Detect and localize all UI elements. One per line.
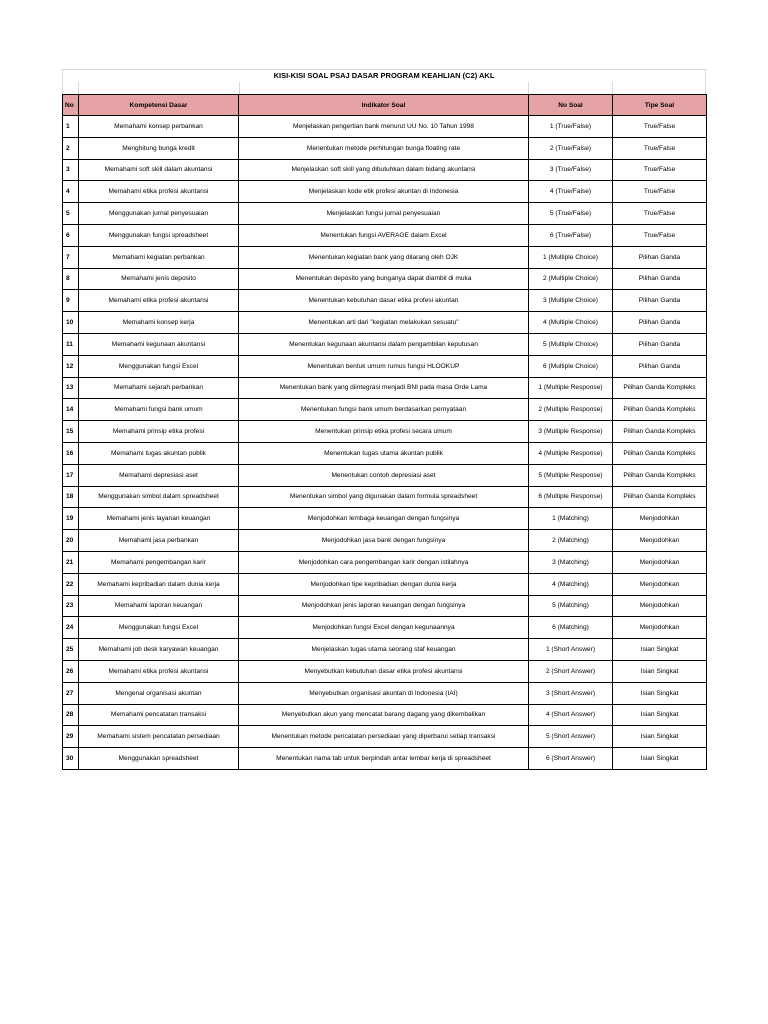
cell-no-soal: 5 (True/False) xyxy=(529,203,613,225)
table-row xyxy=(63,159,707,181)
cell-indikator: Menentukan fungsi bank umum berdasarkan pernyataan xyxy=(239,399,529,421)
cell-no: 4 xyxy=(63,181,79,203)
cell-indikator: Menyebutkan akun yang mencatat barang dagang yang dikembalikan xyxy=(239,704,529,726)
table-row xyxy=(63,660,707,682)
table-row xyxy=(63,595,707,617)
cell-no: 22 xyxy=(63,573,79,595)
table-row xyxy=(63,530,707,552)
cell-kompetensi: Memahami etika profesi akuntansi xyxy=(79,290,239,312)
cell-no-soal: 3 (Multiple Response) xyxy=(529,421,613,443)
cell-no-soal: 6 (Short Answer) xyxy=(529,748,613,770)
cell-kompetensi: Memahami kegunaan akuntansi xyxy=(79,333,239,355)
table-row xyxy=(63,333,707,355)
blank-spacer-row xyxy=(62,82,706,94)
cell-tipe-soal: Pilihan Ganda xyxy=(613,290,707,312)
cell-tipe-soal: True/False xyxy=(613,224,707,246)
cell-no-soal: 1 (True/False) xyxy=(529,116,613,138)
cell-tipe-soal: Pilihan Ganda xyxy=(613,268,707,290)
cell-tipe-soal: Pilihan Ganda xyxy=(613,355,707,377)
cell-kompetensi: Menggunakan fungsi Excel xyxy=(79,617,239,639)
cell-no-soal: 3 (Matching) xyxy=(529,551,613,573)
cell-no-soal: 1 (Matching) xyxy=(529,508,613,530)
table-row xyxy=(63,355,707,377)
cell-no: 7 xyxy=(63,246,79,268)
cell-no-soal: 2 (Multiple Choice) xyxy=(529,268,613,290)
cell-indikator: Menentukan kebutuhan dasar etika profesi akuntan xyxy=(239,290,529,312)
cell-tipe-soal: Pilihan Ganda Kompleks xyxy=(613,377,707,399)
cell-no: 16 xyxy=(63,442,79,464)
cell-no-soal: 6 (Matching) xyxy=(529,617,613,639)
cell-kompetensi: Mengenal organisasi akuntan xyxy=(79,682,239,704)
cell-kompetensi: Memahami tugas akuntan publik xyxy=(79,442,239,464)
cell-indikator: Menyebutkan organisasi akuntan di Indonesia (IAI) xyxy=(239,682,529,704)
cell-no: 12 xyxy=(63,355,79,377)
cell-tipe-soal: True/False xyxy=(613,159,707,181)
cell-kompetensi: Memahami laporan keuangan xyxy=(79,595,239,617)
cell-tipe-soal: True/False xyxy=(613,203,707,225)
table-row xyxy=(63,224,707,246)
cell-kompetensi: Memahami jenis deposito xyxy=(79,268,239,290)
cell-tipe-soal: Pilihan Ganda xyxy=(613,312,707,334)
table-row xyxy=(63,551,707,573)
cell-no: 26 xyxy=(63,660,79,682)
cell-tipe-soal: Isian Singkat xyxy=(613,704,707,726)
cell-tipe-soal: True/False xyxy=(613,116,707,138)
cell-indikator: Menentukan arti dari "kegiatan melakukan sesuatu" xyxy=(239,312,529,334)
cell-no: 27 xyxy=(63,682,79,704)
cell-no: 20 xyxy=(63,530,79,552)
cell-indikator: Menentukan bentuk umum rumus fungsi HLOOKUP xyxy=(239,355,529,377)
table-row xyxy=(63,639,707,661)
column-header-kompetensi: Kompetensi Dasar xyxy=(79,95,239,116)
column-header-tipe-soal: Tipe Soal xyxy=(613,95,707,116)
cell-no: 25 xyxy=(63,639,79,661)
cell-kompetensi: Memahami etika profesi akuntansi xyxy=(79,181,239,203)
cell-indikator: Menjodohkan jasa bank dengan fungsinya xyxy=(239,530,529,552)
cell-kompetensi: Menggunakan simbol dalam spreadsheet xyxy=(79,486,239,508)
cell-tipe-soal: Pilihan Ganda Kompleks xyxy=(613,399,707,421)
cell-indikator: Menentukan kegunaan akuntansi dalam pengambilan keputusan xyxy=(239,333,529,355)
cell-kompetensi: Memahami fungsi bank umum xyxy=(79,399,239,421)
cell-indikator: Menentukan prinsip etika profesi secara umum xyxy=(239,421,529,443)
cell-kompetensi: Memahami sistem pencatatan persediaan xyxy=(79,726,239,748)
table-row xyxy=(63,748,707,770)
cell-kompetensi: Menggunakan fungsi Excel xyxy=(79,355,239,377)
cell-no: 11 xyxy=(63,333,79,355)
cell-no-soal: 4 (True/False) xyxy=(529,181,613,203)
table-row xyxy=(63,573,707,595)
cell-no: 10 xyxy=(63,312,79,334)
cell-indikator: Menjodohkan fungsi Excel dengan kegunaannya xyxy=(239,617,529,639)
cell-tipe-soal: Menjodohkan xyxy=(613,530,707,552)
cell-kompetensi: Menggunakan spreadsheet xyxy=(79,748,239,770)
cell-kompetensi: Memahami soft skill dalam akuntansi xyxy=(79,159,239,181)
cell-no: 23 xyxy=(63,595,79,617)
table-row xyxy=(63,464,707,486)
cell-no: 19 xyxy=(63,508,79,530)
cell-no-soal: 2 (Matching) xyxy=(529,530,613,552)
cell-indikator: Menjelaskan pengertian bank menurut UU No. 10 Tahun 1998 xyxy=(239,116,529,138)
cell-tipe-soal: Menjodohkan xyxy=(613,551,707,573)
cell-no: 2 xyxy=(63,137,79,159)
column-header-no: No xyxy=(63,95,79,116)
cell-indikator: Menjodohkan cara pengembangan karir dengan istilahnya xyxy=(239,551,529,573)
gridline xyxy=(78,82,79,94)
cell-no: 9 xyxy=(63,290,79,312)
table-row xyxy=(63,682,707,704)
cell-indikator: Menentukan fungsi AVERAGE dalam Excel xyxy=(239,224,529,246)
kisi-kisi-sheet xyxy=(62,69,706,770)
table-row xyxy=(63,377,707,399)
cell-indikator: Menyebutkan kebutuhan dasar etika profesi akuntansi xyxy=(239,660,529,682)
cell-no: 3 xyxy=(63,159,79,181)
cell-kompetensi: Memahami depresiasi aset xyxy=(79,464,239,486)
cell-indikator: Menjelaskan tugas utama seorang staf keuangan xyxy=(239,639,529,661)
cell-no-soal: 5 (Short Answer) xyxy=(529,726,613,748)
cell-kompetensi: Memahami konsep perbankan xyxy=(79,116,239,138)
cell-no-soal: 3 (Multiple Choice) xyxy=(529,290,613,312)
cell-indikator: Menentukan bank yang diintegrasi menjadi BNI pada masa Orde Lama xyxy=(239,377,529,399)
gridline xyxy=(612,82,613,94)
cell-indikator: Menentukan metode pencatatan persediaan yang diperbarui setiap transaksi xyxy=(239,726,529,748)
gridline xyxy=(239,82,240,94)
cell-no: 29 xyxy=(63,726,79,748)
cell-no: 21 xyxy=(63,551,79,573)
cell-tipe-soal: Isian Singkat xyxy=(613,639,707,661)
cell-kompetensi: Memahami jasa perbankan xyxy=(79,530,239,552)
cell-kompetensi: Memahami konsep kerja xyxy=(79,312,239,334)
sheet-title: KISI-KISI SOAL PSAJ DASAR PROGRAM KEAHLIAN (C2) AKL xyxy=(62,69,706,82)
cell-tipe-soal: Pilihan Ganda xyxy=(613,333,707,355)
cell-tipe-soal: Pilihan Ganda Kompleks xyxy=(613,442,707,464)
cell-tipe-soal: Menjodohkan xyxy=(613,595,707,617)
cell-tipe-soal: Menjodohkan xyxy=(613,573,707,595)
cell-indikator: Menentukan metode perhitungan bunga floating rate xyxy=(239,137,529,159)
cell-tipe-soal: Pilihan Ganda Kompleks xyxy=(613,486,707,508)
table-row xyxy=(63,726,707,748)
cell-no-soal: 6 (Multiple Choice) xyxy=(529,355,613,377)
cell-tipe-soal: True/False xyxy=(613,181,707,203)
cell-kompetensi: Memahami job desk karyawan keuangan xyxy=(79,639,239,661)
cell-kompetensi: Memahami pengembangan karir xyxy=(79,551,239,573)
cell-indikator: Menentukan kegiatan bank yang dilarang oleh OJK xyxy=(239,246,529,268)
table-row xyxy=(63,203,707,225)
cell-indikator: Menentukan tugas utama akuntan publik xyxy=(239,442,529,464)
cell-kompetensi: Memahami pencatatan transaksi xyxy=(79,704,239,726)
cell-no: 30 xyxy=(63,748,79,770)
cell-no-soal: 2 (Multiple Response) xyxy=(529,399,613,421)
cell-indikator: Menentukan simbol yang digunakan dalam formula spreadsheet xyxy=(239,486,529,508)
cell-tipe-soal: Menjodohkan xyxy=(613,508,707,530)
cell-indikator: Menjodohkan lembaga keuangan dengan fungsinya xyxy=(239,508,529,530)
cell-indikator: Menjelaskan soft skill yang dibutuhkan dalam bidang akuntansi xyxy=(239,159,529,181)
table-row xyxy=(63,617,707,639)
cell-no-soal: 1 (Multiple Response) xyxy=(529,377,613,399)
table-row xyxy=(63,246,707,268)
cell-kompetensi: Memahami prinsip etika profesi xyxy=(79,421,239,443)
cell-no: 13 xyxy=(63,377,79,399)
table-row xyxy=(63,421,707,443)
table-row xyxy=(63,442,707,464)
table-row xyxy=(63,137,707,159)
cell-tipe-soal: Pilihan Ganda Kompleks xyxy=(613,421,707,443)
cell-no-soal: 4 (Multiple Choice) xyxy=(529,312,613,334)
cell-no-soal: 2 (Short Answer) xyxy=(529,660,613,682)
cell-no-soal: 3 (Short Answer) xyxy=(529,682,613,704)
cell-no-soal: 4 (Short Answer) xyxy=(529,704,613,726)
cell-no-soal: 1 (Short Answer) xyxy=(529,639,613,661)
cell-tipe-soal: Isian Singkat xyxy=(613,748,707,770)
cell-no: 14 xyxy=(63,399,79,421)
cell-tipe-soal: Isian Singkat xyxy=(613,682,707,704)
cell-indikator: Menentukan deposito yang bunganya dapat diambil di muka xyxy=(239,268,529,290)
table-row xyxy=(63,704,707,726)
gridline xyxy=(528,82,529,94)
cell-indikator: Menjelaskan fungsi jurnal penyesuaian xyxy=(239,203,529,225)
cell-no-soal: 6 (Multiple Response) xyxy=(529,486,613,508)
cell-no-soal: 5 (Matching) xyxy=(529,595,613,617)
cell-no: 8 xyxy=(63,268,79,290)
cell-tipe-soal: Pilihan Ganda xyxy=(613,246,707,268)
cell-no-soal: 2 (True/False) xyxy=(529,137,613,159)
cell-kompetensi: Memahami etika profesi akuntansi xyxy=(79,660,239,682)
column-header-indikator: Indikator Soal xyxy=(239,95,529,116)
cell-no-soal: 4 (Matching) xyxy=(529,573,613,595)
cell-no-soal: 3 (True/False) xyxy=(529,159,613,181)
cell-no-soal: 4 (Multiple Response) xyxy=(529,442,613,464)
cell-kompetensi: Memahami jenis layanan keuangan xyxy=(79,508,239,530)
column-header-no-soal: No Soal xyxy=(529,95,613,116)
table-row xyxy=(63,181,707,203)
cell-no: 5 xyxy=(63,203,79,225)
cell-no-soal: 1 (Multiple Choice) xyxy=(529,246,613,268)
header-row xyxy=(63,95,707,116)
cell-indikator: Menjelaskan kode etik profesi akuntan di Indonesia xyxy=(239,181,529,203)
cell-indikator: Menentukan nama tab untuk berpindah antar lembar kerja di spreadsheet xyxy=(239,748,529,770)
cell-no: 24 xyxy=(63,617,79,639)
cell-tipe-soal: Pilihan Ganda Kompleks xyxy=(613,464,707,486)
table-row xyxy=(63,290,707,312)
cell-kompetensi: Memahami sejarah perbankan xyxy=(79,377,239,399)
table-row xyxy=(63,268,707,290)
cell-tipe-soal: Menjodohkan xyxy=(613,617,707,639)
cell-no-soal: 5 (Multiple Choice) xyxy=(529,333,613,355)
cell-no-soal: 6 (True/False) xyxy=(529,224,613,246)
table-row xyxy=(63,116,707,138)
cell-no: 28 xyxy=(63,704,79,726)
table-row xyxy=(63,486,707,508)
cell-no: 17 xyxy=(63,464,79,486)
cell-no: 6 xyxy=(63,224,79,246)
cell-no: 18 xyxy=(63,486,79,508)
cell-no: 15 xyxy=(63,421,79,443)
cell-kompetensi: Menggunakan fungsi spreadsheet xyxy=(79,224,239,246)
cell-no: 1 xyxy=(63,116,79,138)
table-row xyxy=(63,312,707,334)
cell-kompetensi: Menggunakan jurnal penyesuaian xyxy=(79,203,239,225)
cell-indikator: Menentukan contoh depresiasi aset xyxy=(239,464,529,486)
cell-kompetensi: Memahami kepribadian dalam dunia kerja xyxy=(79,573,239,595)
cell-indikator: Menjodohkan jenis laporan keuangan dengan fungsinya xyxy=(239,595,529,617)
cell-indikator: Menjodohkan tipe kepribadian dengan dunia kerja xyxy=(239,573,529,595)
cell-no-soal: 5 (Multiple Response) xyxy=(529,464,613,486)
kisi-kisi-table xyxy=(62,94,707,770)
cell-kompetensi: Menghitung bunga kredit xyxy=(79,137,239,159)
cell-tipe-soal: Isian Singkat xyxy=(613,660,707,682)
cell-tipe-soal: Isian Singkat xyxy=(613,726,707,748)
table-row xyxy=(63,399,707,421)
cell-kompetensi: Memahami kegiatan perbankan xyxy=(79,246,239,268)
table-body xyxy=(63,116,707,770)
table-row xyxy=(63,508,707,530)
cell-tipe-soal: True/False xyxy=(613,137,707,159)
